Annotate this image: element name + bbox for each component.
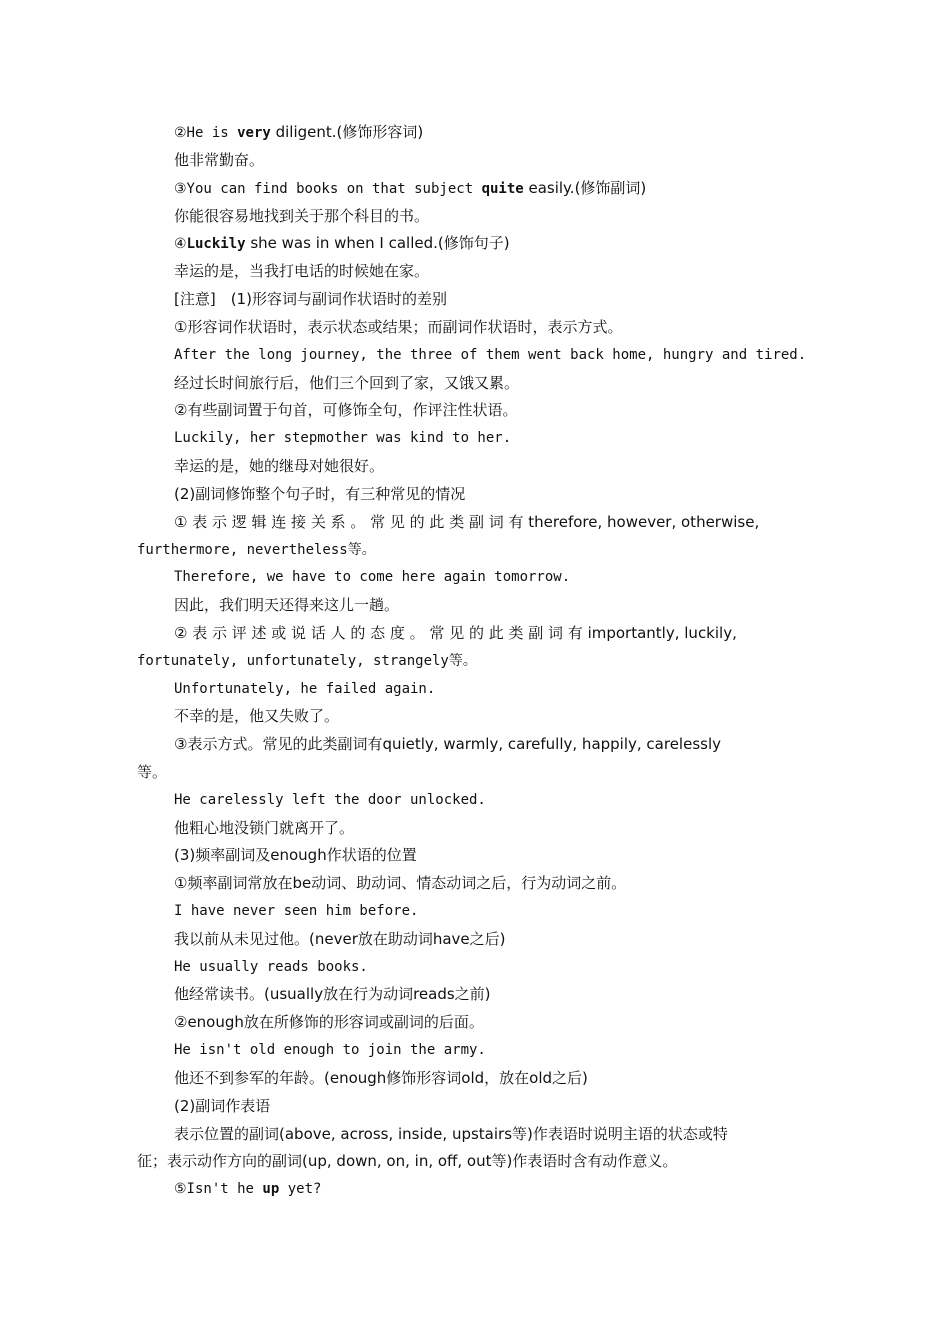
translation-line: 他经常读书。(usually放在行为动词reads之前) (174, 985, 491, 1003)
rule-line-continued: fortunately, unfortunately, strangely等。 (137, 653, 477, 669)
translation-line: 你能很容易地找到关于那个科目的书。 (174, 207, 430, 225)
example-line-5: ⑤Isn't he up yet? (174, 1181, 322, 1197)
example-line-4: ④Luckily she was in when I called.(修饰句子) (174, 234, 510, 252)
rule-line: ①频率副词常放在be动词、助动词、情态动词之后，行为动词之前。 (174, 874, 627, 892)
rule-line: ① 表 示 逻 辑 连 接 关 系 。 常 见 的 此 类 副 词 有 therefore, however, otherwise, (174, 513, 760, 531)
english-example: Unfortunately, he failed again. (174, 681, 436, 697)
example-line-2: ②He is very diligent.(修饰形容词) (174, 123, 424, 141)
rule-line: 表示位置的副词(above, across, inside, upstairs等)作表语时说明主语的状态或特 (174, 1125, 728, 1143)
rule-line-continued: 等。 (137, 763, 168, 781)
rule-line-continued: furthermore, nevertheless等。 (137, 542, 376, 558)
rule-line-continued: 征；表示动作方向的副词(up, down, on, in, off, out等)作表语时含有动作意义。 (137, 1152, 678, 1170)
note-heading: [注意] (1)形容词与副词作状语时的差别 (174, 290, 447, 308)
translation-line: 他粗心地没锁门就离开了。 (174, 819, 355, 837)
translation-line: 他还不到参军的年龄。(enough修饰形容词old，放在old之后) (174, 1069, 588, 1087)
translation-line: 不幸的是，他又失败了。 (174, 707, 340, 725)
english-example: He usually reads books. (174, 959, 368, 975)
translation-line: 幸运的是，当我打电话的时候她在家。 (174, 262, 430, 280)
example-line-3: ③You can find books on that subject quite easily.(修饰副词) (174, 179, 647, 197)
english-example: He carelessly left the door unlocked. (174, 792, 486, 808)
translation-line: 幸运的是，她的继母对她很好。 (174, 457, 385, 475)
rule-line: ②有些副词置于句首，可修饰全句，作评注性状语。 (174, 401, 518, 419)
english-example: After the long journey, the three of them went back home, hungry and tired. (174, 347, 807, 363)
english-example: Therefore, we have to come here again tomorrow. (174, 569, 571, 585)
section-heading: (3)频率副词及enough作状语的位置 (174, 846, 417, 864)
english-example: I have never seen him before. (174, 903, 419, 919)
translation-line: 他非常勤奋。 (174, 151, 265, 169)
rule-line: ② 表 示 评 述 或 说 话 人 的 态 度 。 常 见 的 此 类 副 词 有 importantly, luckily, (174, 624, 737, 642)
section-heading: (2)副词作表语 (174, 1097, 271, 1115)
rule-line: ③表示方式。常见的此类副词有quietly, warmly, carefully, happily, carelessly (174, 735, 721, 753)
english-example: Luckily, her stepmother was kind to her. (174, 430, 512, 446)
section-heading: (2)副词修饰整个句子时，有三种常见的情况 (174, 485, 466, 503)
translation-line: 因此，我们明天还得来这儿一趟。 (174, 596, 400, 614)
translation-line: 经过长时间旅行后，他们三个回到了家，又饿又累。 (174, 374, 520, 392)
rule-line: ②enough放在所修饰的形容词或副词的后面。 (174, 1013, 484, 1031)
english-example: He isn't old enough to join the army. (174, 1042, 486, 1058)
translation-line: 我以前从未见过他。(never放在助动词have之后) (174, 930, 506, 948)
rule-line: ①形容词作状语时，表示状态或结果；而副词作状语时，表示方式。 (174, 318, 623, 336)
